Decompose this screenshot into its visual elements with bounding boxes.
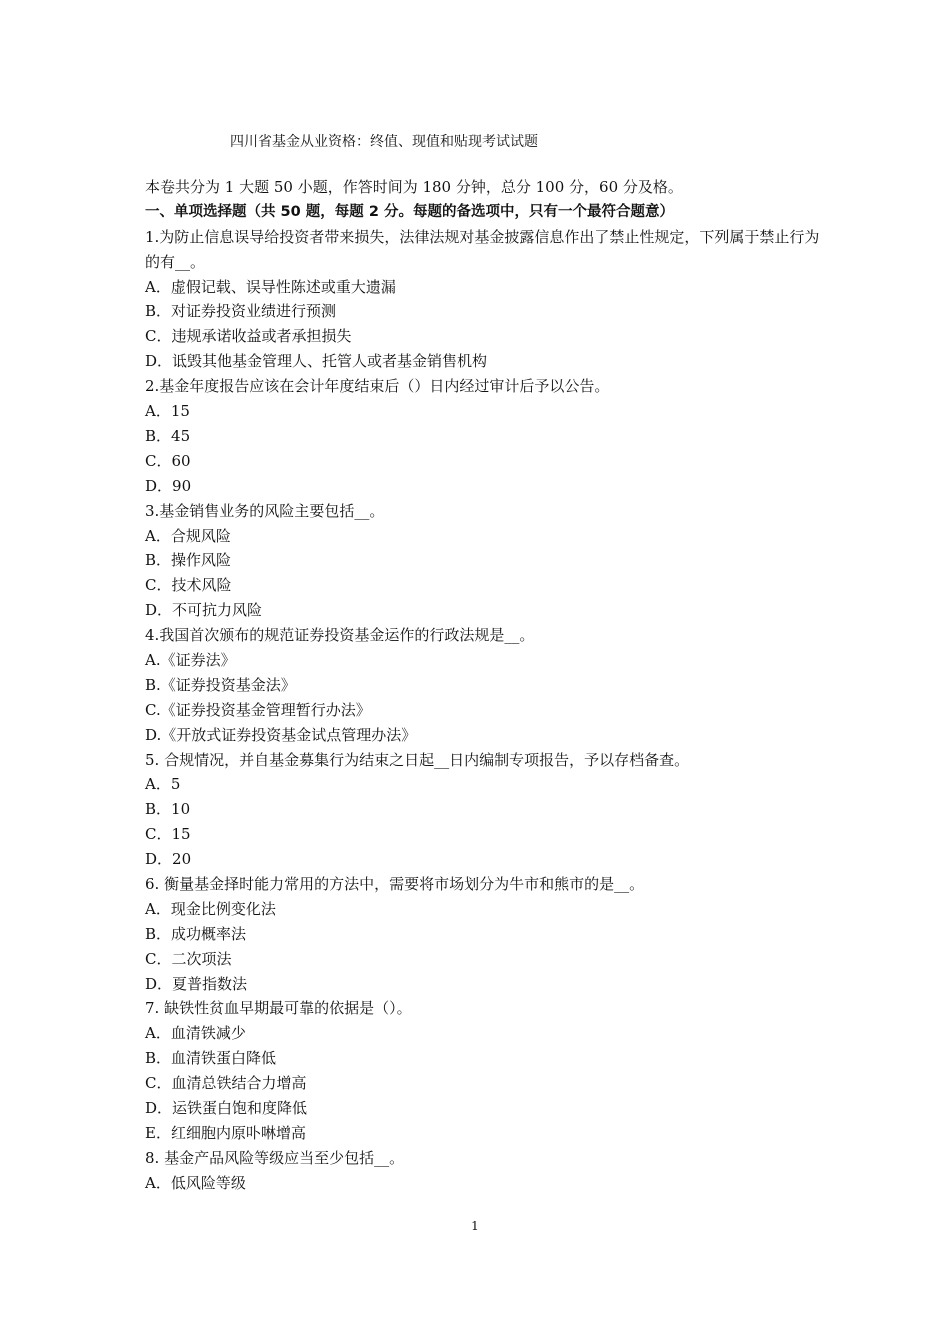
option-b: B．操作风险 xyxy=(145,551,232,570)
question-stem: 8. 基金产品风险等级应当至少包括__。 xyxy=(145,1148,405,1167)
option-b: B．对证券投资业绩进行预测 xyxy=(145,302,337,321)
option-a: A．5 xyxy=(145,775,181,794)
question-7 xyxy=(145,996,825,1145)
question-1 xyxy=(145,225,825,374)
question-stem: 3.基金销售业务的风险主要包括__。 xyxy=(145,501,385,520)
question-stem: 4.我国首次颁布的规范证券投资基金运作的行政法规是__。 xyxy=(145,626,535,645)
exam-intro: 本卷共分为 1 大题 50 小题，作答时间为 180 分钟，总分 100 分，60 分及格。 xyxy=(145,178,683,196)
option-c: C.《证券投资基金管理暂行办法》 xyxy=(145,700,371,719)
option-c: C．血清总铁结合力增高 xyxy=(145,1074,307,1093)
option-d: D．运铁蛋白饱和度降低 xyxy=(145,1098,308,1117)
option-a: A．低风险等级 xyxy=(145,1173,246,1192)
question-6 xyxy=(145,872,825,996)
question-5 xyxy=(145,748,825,872)
option-b: B．45 xyxy=(145,426,191,445)
question-stem: 1.为防止信息误导给投资者带来损失，法律法规对基金披露信息作出了禁止性规定，下列属于禁止行为的有__。 xyxy=(145,227,820,271)
option-d: D．诋毁其他基金管理人、托管人或者基金销售机构 xyxy=(145,352,488,371)
option-c: C．二次项法 xyxy=(145,949,232,968)
option-b: B.《证券投资基金法》 xyxy=(145,675,296,694)
option-a: A.《证券法》 xyxy=(145,650,236,669)
option-d: D．夏普指数法 xyxy=(145,974,248,993)
option-b: B．10 xyxy=(145,800,191,819)
question-8 xyxy=(145,1146,825,1196)
option-d: D．20 xyxy=(145,850,192,869)
question-4 xyxy=(145,623,825,747)
option-a: A．血清铁减少 xyxy=(145,1024,246,1043)
option-c: C．60 xyxy=(145,451,191,470)
option-d: D．不可抗力风险 xyxy=(145,601,263,620)
document-body xyxy=(145,175,825,1196)
option-c: C．技术风险 xyxy=(145,576,232,595)
question-3 xyxy=(145,499,825,623)
option-c: C．15 xyxy=(145,825,191,844)
question-stem: 7. 缺铁性贫血早期最可靠的依据是（）。 xyxy=(145,999,412,1018)
option-b: B．成功概率法 xyxy=(145,924,247,943)
option-b: B．血清铁蛋白降低 xyxy=(145,1049,277,1068)
option-a: A．合规风险 xyxy=(145,526,231,545)
option-a: A．现金比例变化法 xyxy=(145,899,276,918)
question-stem: 6. 衡量基金择时能力常用的方法中，需要将市场划分为牛市和熊市的是__。 xyxy=(145,874,645,893)
document-title: 四川省基金从业资格：终值、现值和贴现考试试题 xyxy=(230,134,538,150)
option-d: D.《开放式证券投资基金试点管理办法》 xyxy=(145,725,417,744)
option-a: A．15 xyxy=(145,402,190,421)
section-heading: 一、单项选择题（共 50 题，每题 2 分。每题的备选项中，只有一个最符合题意） xyxy=(145,203,674,220)
option-c: C．违规承诺收益或者承担损失 xyxy=(145,327,352,346)
option-a: A．虚假记载、误导性陈述或重大遗漏 xyxy=(145,277,396,296)
question-stem: 2.基金年度报告应该在会计年度结束后（）日内经过审计后予以公告。 xyxy=(145,377,610,396)
page-number: 1 xyxy=(471,1219,479,1233)
option-e: E．红细胞内原卟啉增高 xyxy=(145,1123,306,1142)
question-2 xyxy=(145,374,825,498)
option-d: D．90 xyxy=(145,476,192,495)
question-stem: 5. 合规情况，并自基金募集行为结束之日起__日内编制专项报告，予以存档备查。 xyxy=(145,750,690,769)
